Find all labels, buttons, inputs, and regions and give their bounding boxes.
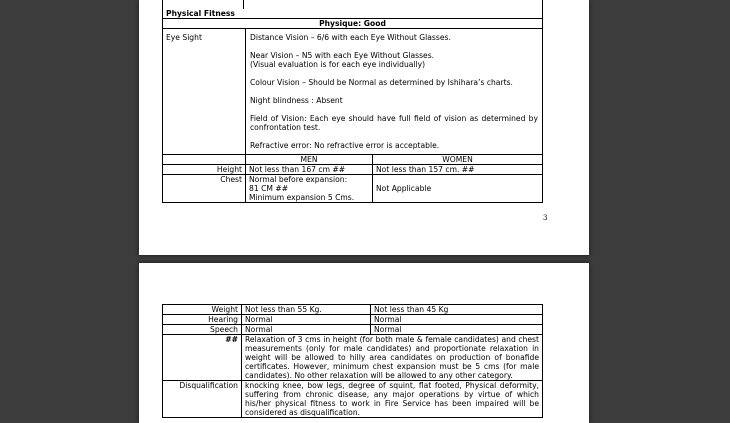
night-blindness: Night blindness : Absent [250,96,343,105]
weight-label: Weight [163,305,242,315]
document-page-1 [139,0,589,255]
near-vision-line-1: Near Vision – N5 with each Eye Without Glasses. [250,51,435,60]
women-column-header: WOMEN [373,155,543,165]
chest-men-line-3: Minimum expansion 5 Cms. [249,193,355,202]
height-label: Height [163,165,246,175]
relaxation-note-text: Relaxation of 3 cms in height (for both male & female candidates) and chest measurements (only for male candidates) and proportionate relaxation in weight will be allowed to hilly area candidates on production of bonafide certificates. However, minimum chest expansion must be 5 cms (for male candidates). No other relaxation will be allowed to any other category. [242,335,543,381]
eye-sight-details [246,29,543,155]
section-title: Physical Fitness [163,9,543,19]
previous-table-continuation [162,0,543,9]
empty-header-cell [163,155,246,165]
speech-men-value: Normal [242,325,371,335]
column-divider [243,0,244,9]
physical-fitness-table-continued [162,304,543,418]
refractive-error: Refractive error: No refractive error is acceptable. [250,141,440,150]
near-vision [250,51,538,69]
hearing-men-value: Normal [242,315,371,325]
height-women-value: Not less than 157 cm. ## [373,165,543,175]
disqualification-text: knocking knee, bow legs, degree of squint, flat footed, Physical deformity, suffering from chronic disease, any major operations by virtue of which his/her physical fitness to work in Fire Service has been impaired will be considered as disqualification. [242,381,543,418]
field-of-vision: Field of Vision: Each eye should have full field of vision as determined by confrontation test. [250,114,538,132]
men-column-header: MEN [246,155,373,165]
eye-sight-label: Eye Sight [163,29,246,155]
chest-men-line-2: 81 CM ## [249,184,289,193]
hearing-label: Hearing [163,315,242,325]
speech-label: Speech [163,325,242,335]
physical-fitness-table [162,9,543,203]
weight-women-value: Not less than 45 Kg [371,305,543,315]
hearing-women-value: Normal [371,315,543,325]
chest-men-line-1: Normal before expansion: [249,175,348,184]
document-page-2 [139,263,589,423]
chest-label: Chest [163,175,246,203]
chest-women-value: Not Applicable [373,175,543,203]
chest-men-value [246,175,373,203]
colour-vision: Colour Vision – Should be Normal as determined by Ishihara’s charts. [250,78,513,87]
distance-vision: Distance Vision – 6/6 with each Eye Without Glasses. [250,33,451,42]
disqualification-label: Disqualification [163,381,242,418]
speech-women-value: Normal [371,325,543,335]
relaxation-note-label: ## [163,335,242,381]
physique-heading: Physique: Good [163,19,543,29]
page-number: 3 [543,214,548,222]
weight-men-value: Not less than 55 Kg. [242,305,371,315]
height-men-value: Not less than 167 cm ## [246,165,373,175]
near-vision-line-2: (Visual evaluation is for each eye individually) [250,60,426,69]
